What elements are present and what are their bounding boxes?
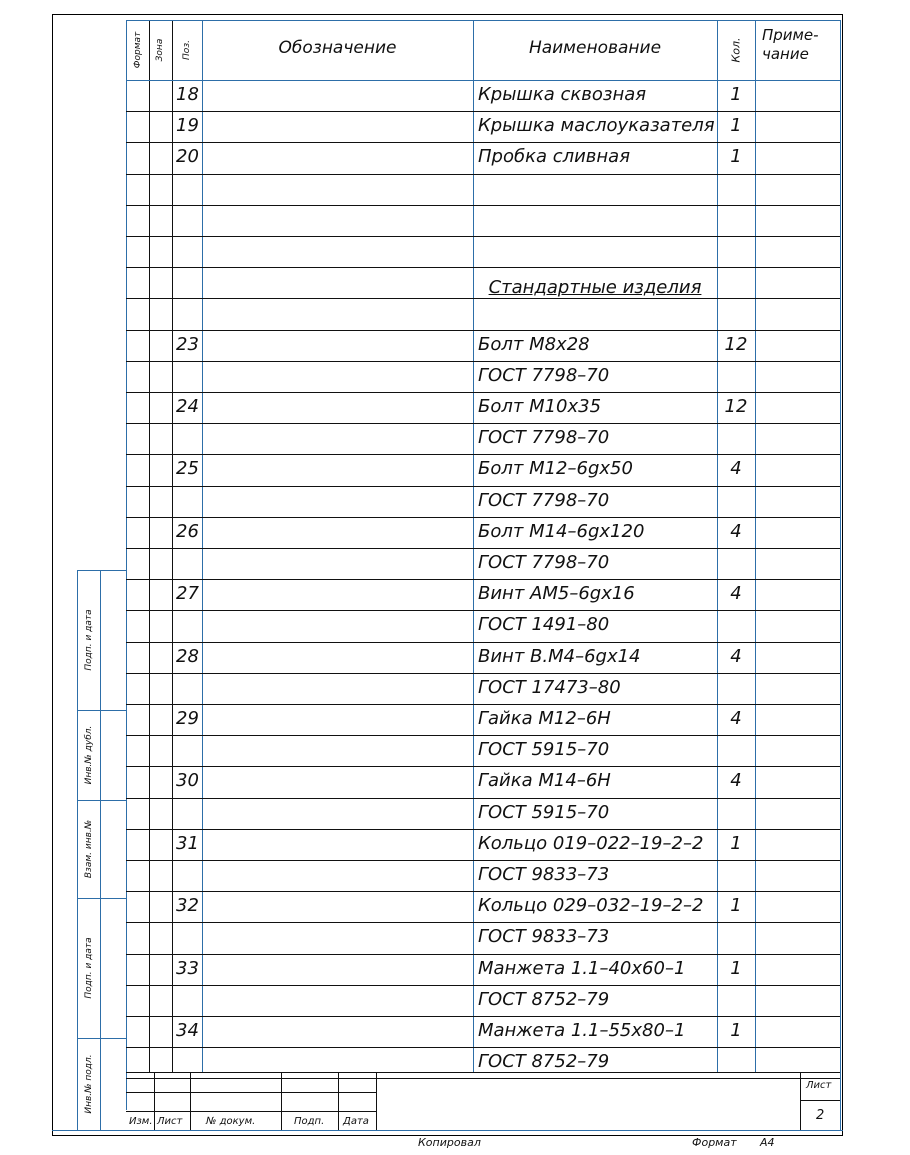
row-name: ГОСТ 7798–70 bbox=[478, 364, 610, 386]
row-pos: 25 bbox=[176, 458, 199, 480]
section-title: Стандартные изделия bbox=[488, 277, 702, 299]
row-name: Болт М14–6gх120 bbox=[478, 520, 645, 542]
header-format: Формат bbox=[133, 31, 143, 69]
row-name: Манжета 1.1–55х80–1 bbox=[478, 1020, 686, 1041]
row-pos: 33 bbox=[176, 957, 199, 979]
side-podp-data-2: Подп. и дата bbox=[84, 937, 94, 999]
row-pos: 32 bbox=[176, 895, 199, 917]
row-divider bbox=[126, 205, 840, 206]
row-pos: 26 bbox=[176, 520, 199, 542]
grid-vline bbox=[755, 20, 756, 1072]
row-name: Кольцо 019–022–19–2–2 bbox=[478, 832, 704, 854]
row-qty: 1 bbox=[730, 895, 742, 917]
row-name: ГОСТ 5915–70 bbox=[478, 739, 610, 761]
row-pos: 23 bbox=[176, 333, 199, 355]
footer-format-value: А4 bbox=[760, 1136, 775, 1149]
row-name: ГОСТ 5915–70 bbox=[478, 801, 610, 823]
row-qty: 4 bbox=[730, 645, 742, 667]
side-hline bbox=[77, 800, 126, 801]
row-name: Крышка маслоуказателя bbox=[478, 115, 715, 137]
grid-vline bbox=[172, 20, 173, 1072]
row-qty: 1 bbox=[730, 146, 742, 168]
header-name: Наименование bbox=[528, 38, 662, 58]
grid-vline bbox=[473, 20, 474, 1072]
row-pos: 27 bbox=[176, 583, 199, 605]
row-qty: 1 bbox=[730, 832, 742, 854]
row-qty: 4 bbox=[730, 583, 742, 605]
side-hline bbox=[77, 570, 126, 571]
title-vline bbox=[376, 1072, 377, 1130]
row-qty: 4 bbox=[730, 770, 742, 792]
grid-vline bbox=[149, 20, 150, 1072]
row-qty: 1 bbox=[730, 84, 742, 105]
header-qty: Кол. bbox=[729, 37, 743, 63]
grid-vline bbox=[202, 20, 203, 1072]
row-name: Манжета 1.1–40х60–1 bbox=[478, 957, 686, 979]
title-vline bbox=[800, 1072, 801, 1130]
row-qty: 1 bbox=[730, 1020, 742, 1041]
side-vzam-inv: Взам. инв.№ bbox=[84, 819, 94, 879]
title-vline bbox=[281, 1072, 282, 1130]
side-hline bbox=[77, 1038, 126, 1039]
row-name: Гайка М14–6Н bbox=[478, 770, 611, 792]
row-divider bbox=[126, 236, 840, 237]
row-name: Гайка М12–6Н bbox=[478, 708, 611, 729]
side-podp-data-1: Подп. и дата bbox=[84, 609, 94, 671]
header-pos: Поз. bbox=[182, 40, 192, 60]
side-vline bbox=[100, 570, 101, 1130]
footer-sheet-label: Лист bbox=[806, 1080, 832, 1091]
row-qty: 1 bbox=[730, 115, 742, 137]
header-note-line1: Приме- bbox=[762, 26, 819, 44]
row-name: ГОСТ 8752–79 bbox=[478, 1051, 610, 1073]
row-name: ГОСТ 1491–80 bbox=[478, 614, 610, 636]
grid-hline bbox=[126, 20, 840, 21]
row-pos: 19 bbox=[176, 115, 199, 137]
side-inv-podl: Инв.№ подл. bbox=[84, 1054, 94, 1114]
row-name: Пробка сливная bbox=[478, 146, 631, 168]
row-name: ГОСТ 9833–73 bbox=[478, 926, 610, 948]
row-name: Винт АМ5–6gх16 bbox=[478, 583, 635, 605]
header-note bbox=[762, 26, 819, 64]
row-pos: 24 bbox=[176, 396, 199, 417]
title-hline bbox=[800, 1100, 840, 1101]
footer-format-label: Формат bbox=[692, 1136, 737, 1149]
grid-vline bbox=[126, 20, 127, 1110]
row-pos: 29 bbox=[176, 708, 199, 729]
row-qty: 4 bbox=[730, 708, 742, 729]
row-pos: 28 bbox=[176, 645, 199, 667]
row-qty: 12 bbox=[724, 396, 748, 417]
row-qty: 1 bbox=[730, 957, 742, 979]
row-pos: 30 bbox=[176, 770, 199, 792]
header-zone: Зона bbox=[155, 38, 165, 62]
row-name: ГОСТ 8752–79 bbox=[478, 988, 610, 1010]
row-name: Болт М8х28 bbox=[478, 333, 590, 355]
row-name: ГОСТ 7798–70 bbox=[478, 489, 610, 511]
title-vline bbox=[154, 1072, 155, 1130]
row-pos: 31 bbox=[176, 832, 199, 854]
row-qty: 4 bbox=[730, 458, 742, 480]
row-name: Болт М10х35 bbox=[478, 396, 602, 417]
row-qty: 4 bbox=[730, 520, 742, 542]
title-vline bbox=[338, 1072, 339, 1130]
footer-data: Дата bbox=[343, 1116, 369, 1127]
footer-izm: Изм. bbox=[129, 1116, 153, 1127]
row-pos: 20 bbox=[176, 146, 199, 168]
footer-list: Лист bbox=[157, 1116, 183, 1127]
row-qty: 12 bbox=[724, 333, 748, 355]
row-name: Винт В.М4–6gх14 bbox=[478, 645, 641, 667]
side-inv-dubl: Инв.№ дубл. bbox=[84, 725, 94, 785]
grid-vline bbox=[840, 20, 841, 1130]
row-name: Кольцо 029–032–19–2–2 bbox=[478, 895, 704, 917]
side-hline bbox=[77, 898, 126, 899]
row-pos: 18 bbox=[176, 84, 199, 105]
row-divider bbox=[126, 174, 840, 175]
row-divider bbox=[126, 267, 840, 268]
side-hline bbox=[77, 710, 126, 711]
row-name: ГОСТ 7798–70 bbox=[478, 552, 610, 573]
footer-n-dokum: № докум. bbox=[206, 1116, 256, 1127]
title-hline bbox=[52, 1130, 843, 1131]
footer-podp: Подп. bbox=[294, 1116, 325, 1127]
row-pos: 34 bbox=[176, 1020, 199, 1041]
header-designation: Обозначение bbox=[278, 38, 397, 58]
row-name: Болт М12–6gх50 bbox=[478, 458, 633, 480]
row-name: ГОСТ 17473–80 bbox=[478, 676, 621, 698]
row-name: Крышка сквозная bbox=[478, 84, 647, 105]
footer-sheet-number: 2 bbox=[816, 1108, 825, 1123]
side-vline bbox=[77, 570, 78, 1130]
title-hline bbox=[126, 1072, 840, 1073]
header-note-line2: чание bbox=[762, 45, 809, 63]
footer-copied: Копировал bbox=[418, 1136, 481, 1149]
row-name: ГОСТ 9833–73 bbox=[478, 864, 610, 885]
row-divider bbox=[126, 1078, 840, 1079]
title-vline bbox=[190, 1072, 191, 1130]
row-name: ГОСТ 7798–70 bbox=[478, 427, 610, 449]
